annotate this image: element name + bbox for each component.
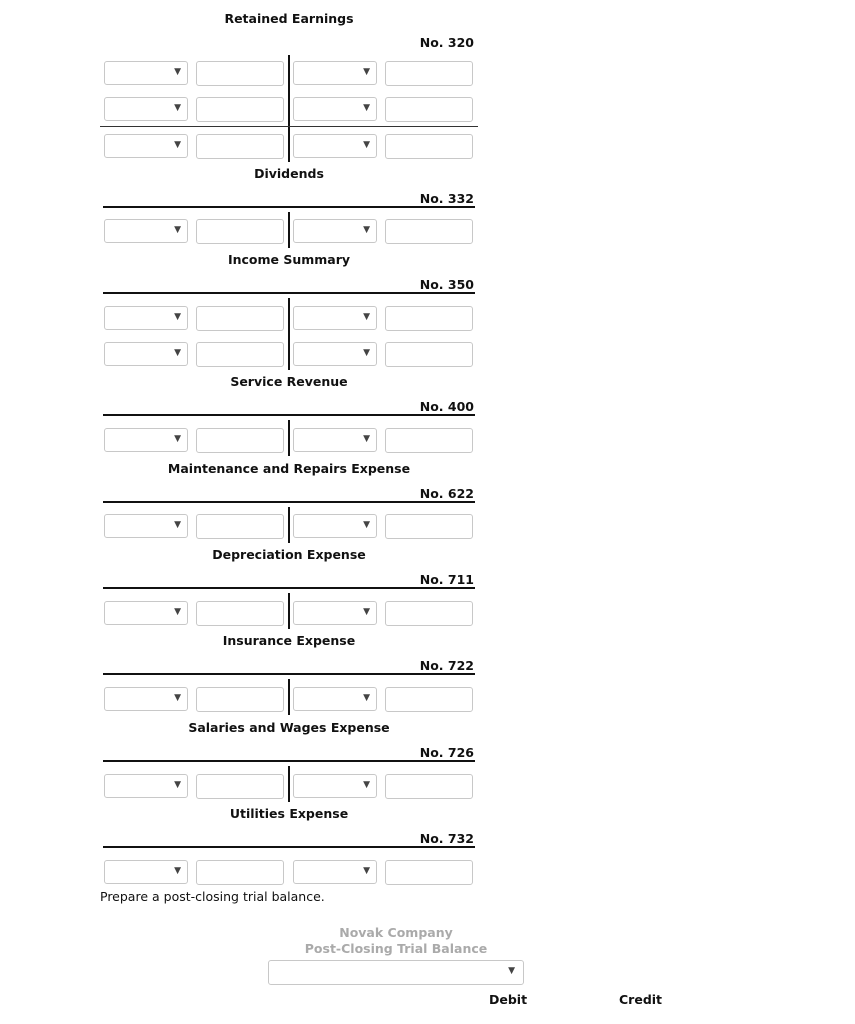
debit-date-select[interactable] [104, 601, 188, 625]
instruction-text: Prepare a post-closing trial balance. [100, 889, 325, 904]
debit-date-select[interactable] [104, 687, 188, 711]
t-account-top-line [103, 760, 475, 762]
chevron-down-icon: ▼ [174, 780, 181, 790]
credit-date-select[interactable] [293, 601, 377, 625]
credit-amount-input[interactable] [385, 97, 473, 122]
debit-amount-input[interactable] [196, 428, 284, 453]
date-select[interactable] [268, 960, 524, 985]
account-number: No. 732 [419, 831, 474, 846]
debit-amount-input[interactable] [196, 342, 284, 367]
debit-date-select[interactable] [104, 514, 188, 538]
credit-date-select[interactable] [293, 774, 377, 798]
debit-amount-input[interactable] [196, 687, 284, 712]
t-account-divider [288, 679, 290, 715]
t-account-divider [288, 766, 290, 802]
chevron-down-icon: ▼ [363, 140, 370, 150]
account-number: No. 711 [419, 572, 474, 587]
debit-amount-input[interactable] [196, 306, 284, 331]
debit-column-header: Debit [489, 992, 528, 1007]
chevron-down-icon: ▼ [363, 866, 370, 876]
balance-line [100, 126, 478, 127]
credit-date-select[interactable] [293, 219, 377, 243]
account-number: No. 320 [419, 35, 474, 50]
debit-amount-input[interactable] [196, 97, 284, 122]
credit-date-select[interactable] [293, 134, 377, 158]
credit-column-header: Credit [619, 992, 663, 1007]
debit-date-select[interactable] [104, 306, 188, 330]
credit-date-select[interactable] [293, 687, 377, 711]
credit-amount-input[interactable] [385, 219, 473, 244]
debit-amount-input[interactable] [196, 514, 284, 539]
credit-amount-input[interactable] [385, 134, 473, 159]
debit-date-select[interactable] [104, 428, 188, 452]
chevron-down-icon: ▼ [508, 966, 515, 976]
debit-date-select[interactable] [104, 342, 188, 366]
credit-date-select[interactable] [293, 860, 377, 884]
company-name: Novak Company [339, 925, 453, 940]
account-title: Depreciation Expense [212, 547, 366, 562]
chevron-down-icon: ▼ [363, 780, 370, 790]
credit-amount-input[interactable] [385, 514, 473, 539]
account-number: No. 332 [419, 191, 474, 206]
account-title: Service Revenue [230, 374, 348, 389]
account-number: No. 622 [419, 486, 474, 501]
account-title: Income Summary [227, 252, 351, 267]
chevron-down-icon: ▼ [363, 67, 370, 77]
credit-amount-input[interactable] [385, 61, 473, 86]
chevron-down-icon: ▼ [174, 348, 181, 358]
chevron-down-icon: ▼ [174, 693, 181, 703]
t-account-top-line [103, 846, 475, 848]
t-account-top-line [103, 673, 475, 675]
chevron-down-icon: ▼ [363, 348, 370, 358]
account-number: No. 722 [419, 658, 474, 673]
t-account-top-line [103, 501, 475, 503]
debit-amount-input[interactable] [196, 860, 284, 885]
debit-date-select[interactable] [104, 860, 188, 884]
t-account-divider [288, 298, 290, 370]
account-title: Insurance Expense [222, 633, 356, 648]
debit-amount-input[interactable] [196, 774, 284, 799]
credit-amount-input[interactable] [385, 774, 473, 799]
debit-date-select[interactable] [104, 97, 188, 121]
t-account-top-line [103, 206, 475, 208]
statement-title: Post-Closing Trial Balance [304, 941, 488, 956]
credit-amount-input[interactable] [385, 687, 473, 712]
chevron-down-icon: ▼ [363, 312, 370, 322]
account-title: Retained Earnings [224, 11, 354, 26]
credit-date-select[interactable] [293, 306, 377, 330]
credit-date-select[interactable] [293, 342, 377, 366]
credit-date-select[interactable] [293, 61, 377, 85]
account-title: Maintenance and Repairs Expense [167, 461, 411, 476]
credit-amount-input[interactable] [385, 428, 473, 453]
chevron-down-icon: ▼ [363, 434, 370, 444]
chevron-down-icon: ▼ [174, 866, 181, 876]
credit-amount-input[interactable] [385, 342, 473, 367]
account-number: No. 350 [419, 277, 474, 292]
chevron-down-icon: ▼ [174, 225, 181, 235]
chevron-down-icon: ▼ [363, 103, 370, 113]
debit-amount-input[interactable] [196, 219, 284, 244]
credit-date-select[interactable] [293, 97, 377, 121]
chevron-down-icon: ▼ [363, 693, 370, 703]
account-number: No. 726 [419, 745, 474, 760]
chevron-down-icon: ▼ [363, 520, 370, 530]
chevron-down-icon: ▼ [174, 312, 181, 322]
debit-date-select[interactable] [104, 219, 188, 243]
chevron-down-icon: ▼ [174, 607, 181, 617]
account-number: No. 400 [419, 399, 474, 414]
debit-date-select[interactable] [104, 61, 188, 85]
t-account-top-line [103, 587, 475, 589]
t-account-divider [288, 593, 290, 629]
t-account-divider [288, 212, 290, 248]
chevron-down-icon: ▼ [174, 520, 181, 530]
debit-amount-input[interactable] [196, 134, 284, 159]
t-account-top-line [103, 292, 475, 294]
account-title: Salaries and Wages Expense [188, 720, 390, 735]
credit-amount-input[interactable] [385, 306, 473, 331]
t-account-divider [288, 55, 290, 162]
t-account-divider [288, 507, 290, 543]
chevron-down-icon: ▼ [174, 434, 181, 444]
credit-date-select[interactable] [293, 514, 377, 538]
account-title: Dividends [254, 166, 324, 181]
credit-amount-input[interactable] [385, 860, 473, 885]
t-account-top-line [103, 414, 475, 416]
debit-amount-input[interactable] [196, 601, 284, 626]
credit-date-select[interactable] [293, 428, 377, 452]
debit-date-select[interactable] [104, 774, 188, 798]
debit-date-select[interactable] [104, 134, 188, 158]
chevron-down-icon: ▼ [174, 140, 181, 150]
chevron-down-icon: ▼ [174, 103, 181, 113]
t-account-divider [288, 420, 290, 456]
chevron-down-icon: ▼ [363, 607, 370, 617]
debit-amount-input[interactable] [196, 61, 284, 86]
account-title: Utilities Expense [229, 806, 349, 821]
chevron-down-icon: ▼ [363, 225, 370, 235]
chevron-down-icon: ▼ [174, 67, 181, 77]
credit-amount-input[interactable] [385, 601, 473, 626]
